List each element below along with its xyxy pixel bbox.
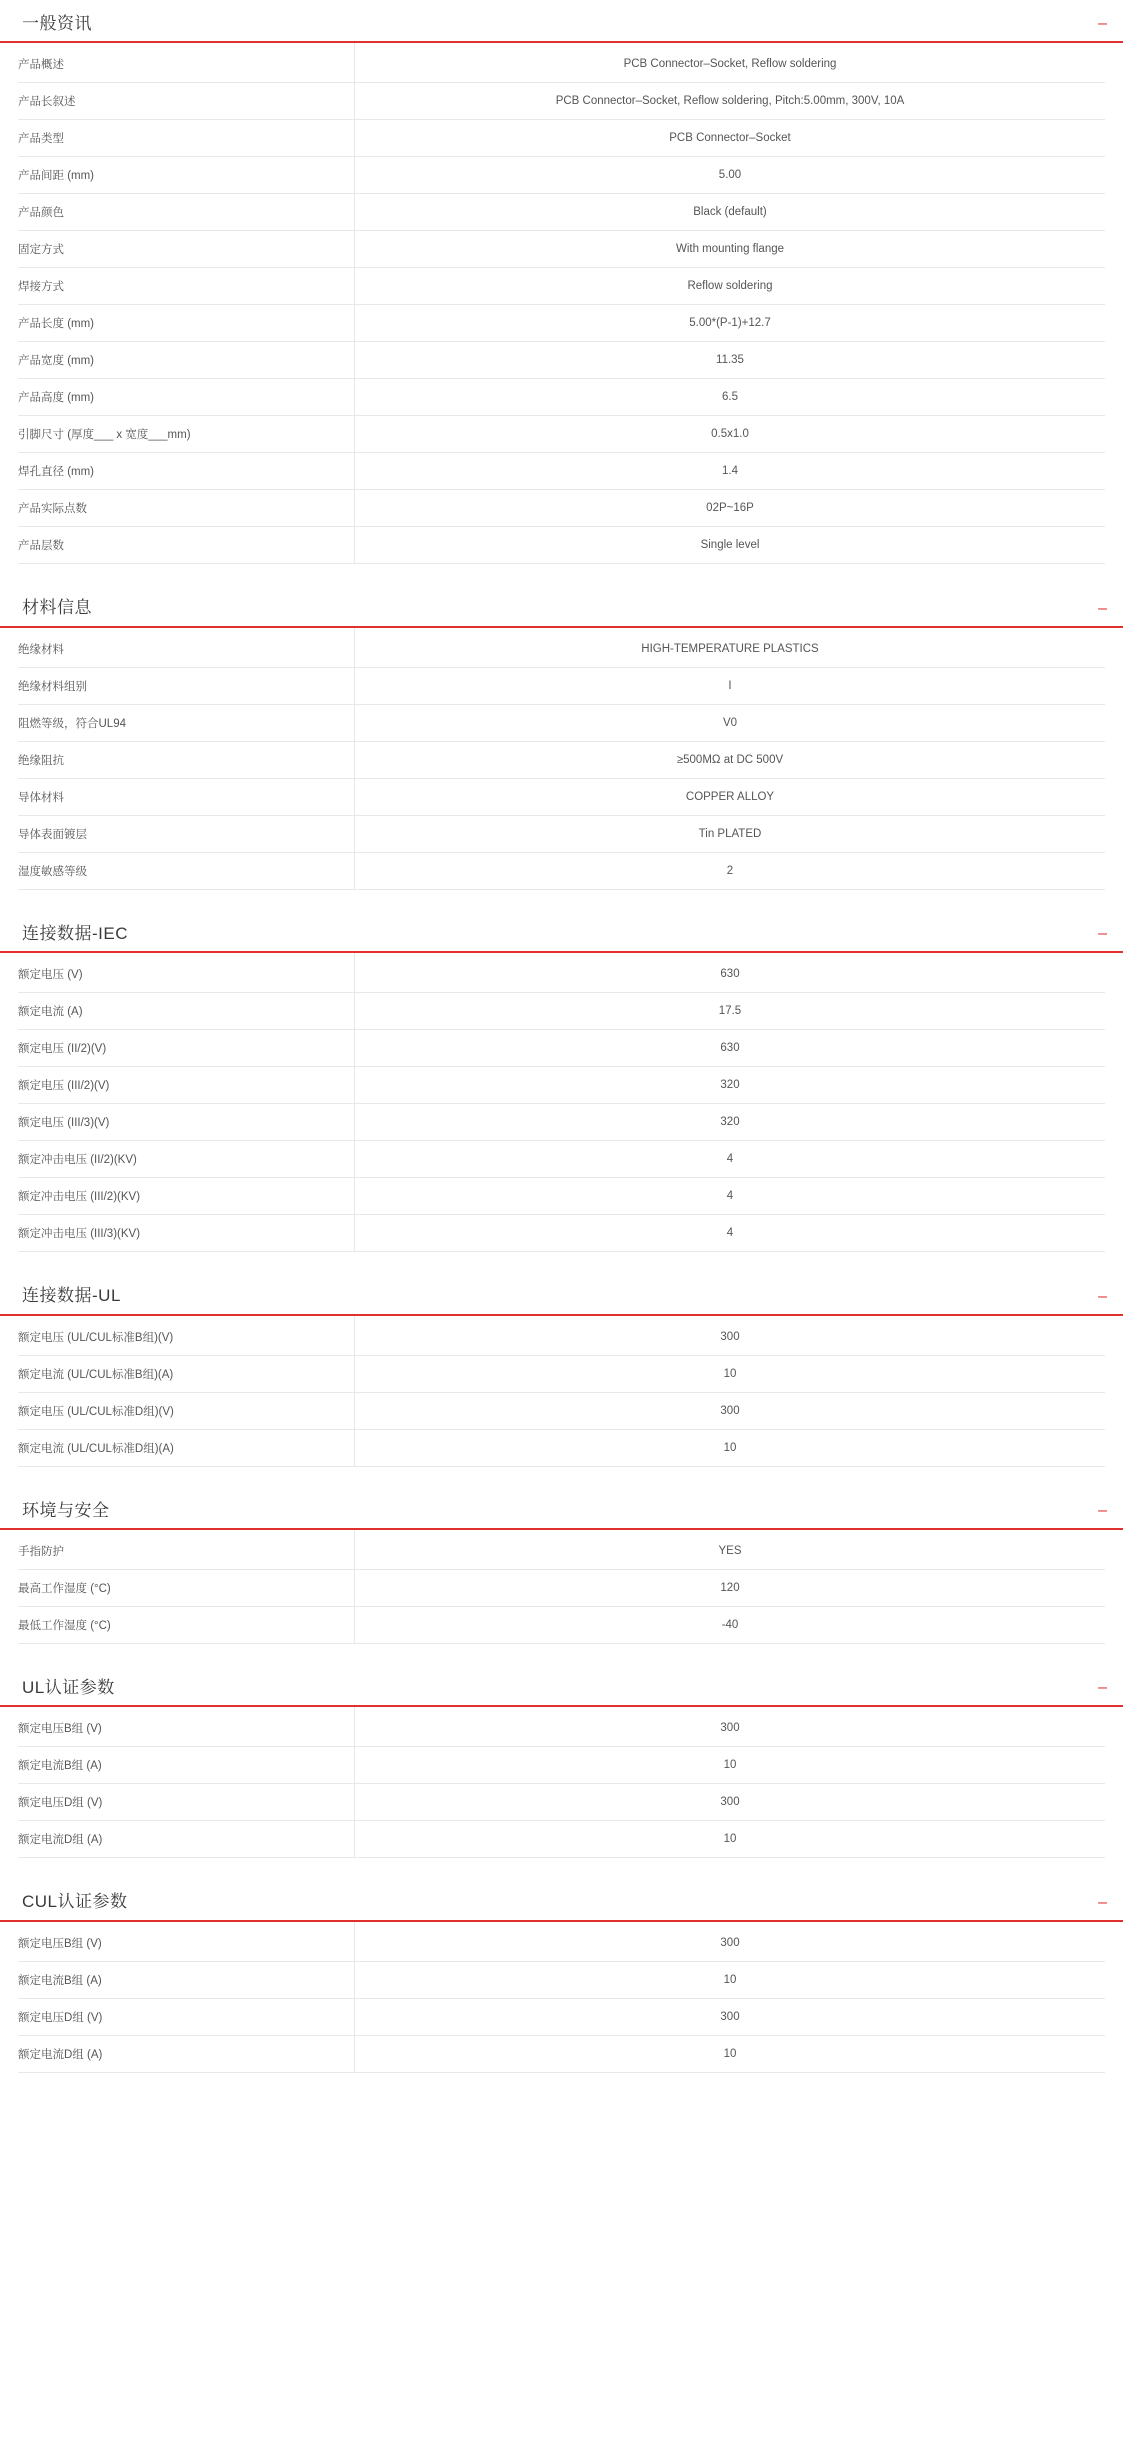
spec-value: 4 <box>726 1227 734 1240</box>
spec-label: 额定冲击电压 (III/3)(KV) <box>18 1215 355 1252</box>
table-row <box>18 1998 1105 2035</box>
spec-value: 630 <box>720 968 740 981</box>
spec-value: Single level <box>700 539 760 552</box>
table-row <box>18 1961 1105 1998</box>
spec-label: 产品宽度 (mm) <box>18 342 355 379</box>
spec-value: Tin PLATED <box>698 827 762 840</box>
spec-label: 手指防护 <box>18 1530 355 1570</box>
spec-label: 额定电压 (II/2)(V) <box>18 1030 355 1067</box>
spec-label: 导体材料 <box>18 778 355 815</box>
spec-table <box>18 1530 1105 1644</box>
spec-value: PCB Connector–Socket, Reflow soldering, Pitch:5.00mm, 300V, 10A <box>555 95 905 108</box>
table-row <box>18 1747 1105 1784</box>
table-row <box>18 667 1105 704</box>
section-title: 连接数据-UL <box>22 1286 121 1306</box>
spec-label: 产品间距 (mm) <box>18 157 355 194</box>
table-row <box>18 1922 1105 1962</box>
table-row <box>18 1606 1105 1643</box>
spec-value: Reflow soldering <box>687 280 773 293</box>
table-row <box>18 1821 1105 1858</box>
spec-label: 产品高度 (mm) <box>18 379 355 416</box>
table-row <box>18 83 1105 120</box>
table-row <box>18 342 1105 379</box>
spec-label: 绝缘材料组别 <box>18 667 355 704</box>
spec-section <box>0 598 1123 889</box>
table-row <box>18 194 1105 231</box>
table-row <box>18 953 1105 993</box>
spec-value: 320 <box>720 1079 740 1092</box>
collapse-minus-icon[interactable]: – <box>1098 1287 1107 1305</box>
table-row <box>18 490 1105 527</box>
spec-label: 焊孔直径 (mm) <box>18 453 355 490</box>
spec-table <box>18 43 1105 564</box>
spec-table <box>18 1316 1105 1467</box>
spec-label: 最低工作湿度 (°C) <box>18 1606 355 1643</box>
section-title: 材料信息 <box>22 598 92 618</box>
spec-value: 10 <box>723 1367 737 1380</box>
spec-section <box>0 1286 1123 1466</box>
section-header[interactable] <box>0 0 1123 43</box>
section-header[interactable] <box>0 598 1123 627</box>
spec-value: 630 <box>720 1042 740 1055</box>
table-row <box>18 1067 1105 1104</box>
table-row <box>18 704 1105 741</box>
spec-value: 120 <box>720 1581 740 1594</box>
section-header[interactable] <box>0 1678 1123 1707</box>
spec-label: 额定电流D组 (A) <box>18 1821 355 1858</box>
spec-value: -40 <box>721 1618 739 1631</box>
spec-label: 阻燃等级，符合UL94 <box>18 704 355 741</box>
spec-label: 导体表面镀层 <box>18 815 355 852</box>
spec-label: 额定电压D组 (V) <box>18 1998 355 2035</box>
table-row <box>18 305 1105 342</box>
spec-value: 4 <box>726 1153 734 1166</box>
spec-label: 引脚尺寸 (厚度___ x 宽度___mm) <box>18 416 355 453</box>
spec-section <box>0 1892 1123 2072</box>
spec-section <box>0 1501 1123 1644</box>
spec-value: I <box>728 679 732 692</box>
collapse-minus-icon[interactable]: – <box>1098 1679 1107 1697</box>
spec-value: 5.00*(P-1)+12.7 <box>689 317 771 330</box>
spec-label: 产品长叙述 <box>18 83 355 120</box>
spec-value: 300 <box>720 1330 740 1343</box>
collapse-minus-icon[interactable]: – <box>1098 1501 1107 1519</box>
spec-label: 额定电流D组 (A) <box>18 2035 355 2072</box>
table-row <box>18 231 1105 268</box>
spec-label: 额定电流B组 (A) <box>18 1747 355 1784</box>
spec-value: With mounting flange <box>675 243 785 256</box>
spec-label: 产品颜色 <box>18 194 355 231</box>
table-row <box>18 1030 1105 1067</box>
table-row <box>18 1429 1105 1466</box>
table-row <box>18 379 1105 416</box>
spec-value: 0.5x1.0 <box>711 428 749 441</box>
spec-value: 6.5 <box>722 391 738 404</box>
spec-value: 2 <box>726 864 734 877</box>
spec-value: Black (default) <box>693 206 767 219</box>
spec-label: 额定冲击电压 (II/2)(KV) <box>18 1141 355 1178</box>
spec-table <box>18 1922 1105 2073</box>
section-title: 环境与安全 <box>22 1500 110 1520</box>
section-header[interactable] <box>0 1892 1123 1921</box>
collapse-minus-icon[interactable]: – <box>1098 1893 1107 1911</box>
table-row <box>18 1530 1105 1570</box>
table-row <box>18 1355 1105 1392</box>
table-row <box>18 1215 1105 1252</box>
collapse-minus-icon[interactable]: – <box>1098 599 1107 617</box>
table-row <box>18 815 1105 852</box>
spec-label: 额定电压 (III/3)(V) <box>18 1104 355 1141</box>
table-row <box>18 993 1105 1030</box>
spec-section <box>0 924 1123 1252</box>
table-row <box>18 527 1105 564</box>
spec-label: 最高工作湿度 (°C) <box>18 1569 355 1606</box>
section-header[interactable] <box>0 1286 1123 1315</box>
spec-value: ≥500MΩ at DC 500V <box>676 753 784 766</box>
spec-label: 绝缘材料 <box>18 628 355 668</box>
spec-value: 300 <box>720 1796 740 1809</box>
spec-value: V0 <box>722 716 738 729</box>
collapse-minus-icon[interactable]: – <box>1098 925 1107 943</box>
table-row <box>18 1141 1105 1178</box>
spec-table <box>18 953 1105 1252</box>
spec-label: 额定电流 (A) <box>18 993 355 1030</box>
spec-value: 300 <box>720 2010 740 2023</box>
spec-label: 产品层数 <box>18 527 355 564</box>
spec-label: 额定电压 (UL/CUL标准D组)(V) <box>18 1392 355 1429</box>
table-row <box>18 43 1105 83</box>
spec-value: 10 <box>723 1441 737 1454</box>
table-row <box>18 120 1105 157</box>
table-row <box>18 741 1105 778</box>
spec-value: 5.00 <box>718 169 742 182</box>
spec-table <box>18 628 1105 890</box>
spec-label: 焊接方式 <box>18 268 355 305</box>
spec-label: 额定电压 (III/2)(V) <box>18 1067 355 1104</box>
table-row <box>18 416 1105 453</box>
spec-value: 10 <box>723 2047 737 2060</box>
spec-label: 额定电流 (UL/CUL标准B组)(A) <box>18 1355 355 1392</box>
collapse-minus-icon[interactable]: – <box>1098 15 1107 33</box>
table-row <box>18 628 1105 668</box>
spec-label: 湿度敏感等级 <box>18 852 355 889</box>
spec-label: 固定方式 <box>18 231 355 268</box>
spec-value: 300 <box>720 1404 740 1417</box>
table-row <box>18 1569 1105 1606</box>
section-title: 一般资讯 <box>22 14 92 33</box>
table-row <box>18 268 1105 305</box>
spec-value: HIGH-TEMPERATURE PLASTICS <box>641 642 819 655</box>
spec-label: 额定电压B组 (V) <box>18 1707 355 1747</box>
spec-label: 产品概述 <box>18 43 355 83</box>
section-title: UL认证参数 <box>22 1677 115 1697</box>
section-title: CUL认证参数 <box>22 1892 128 1912</box>
spec-value: 11.35 <box>716 354 744 367</box>
spec-label: 额定电压D组 (V) <box>18 1784 355 1821</box>
spec-value: 17.5 <box>718 1005 742 1018</box>
spec-value: COPPER ALLOY <box>685 790 775 803</box>
table-row <box>18 157 1105 194</box>
spec-section <box>0 1678 1123 1858</box>
spec-label: 绝缘阻抗 <box>18 741 355 778</box>
spec-section <box>0 0 1123 564</box>
spec-label: 产品实际点数 <box>18 490 355 527</box>
spec-label: 额定电流 (UL/CUL标准D组)(A) <box>18 1429 355 1466</box>
spec-value: 10 <box>723 1973 737 1986</box>
spec-value: 300 <box>720 1722 740 1735</box>
section-header[interactable] <box>0 924 1123 953</box>
table-row <box>18 1104 1105 1141</box>
spec-label: 额定电压 (V) <box>18 953 355 993</box>
table-row <box>18 852 1105 889</box>
spec-value: YES <box>718 1544 742 1557</box>
section-title: 连接数据-IEC <box>22 923 128 943</box>
spec-label: 额定电流B组 (A) <box>18 1961 355 1998</box>
spec-value: 320 <box>720 1116 740 1129</box>
spec-value: 10 <box>723 1759 737 1772</box>
spec-label: 产品类型 <box>18 120 355 157</box>
table-row <box>18 1316 1105 1356</box>
spec-value: 02P~16P <box>706 502 754 515</box>
table-row <box>18 1784 1105 1821</box>
table-row <box>18 1178 1105 1215</box>
spec-label: 产品长度 (mm) <box>18 305 355 342</box>
table-row <box>18 1392 1105 1429</box>
table-row <box>18 2035 1105 2072</box>
section-header[interactable] <box>0 1501 1123 1530</box>
spec-value: 300 <box>720 1936 740 1949</box>
spec-label: 额定电压B组 (V) <box>18 1922 355 1962</box>
spec-value: PCB Connector–Socket <box>669 132 791 145</box>
spec-value: 10 <box>723 1833 737 1846</box>
spec-label: 额定电压 (UL/CUL标准B组)(V) <box>18 1316 355 1356</box>
table-row <box>18 1707 1105 1747</box>
spec-value: 1.4 <box>722 465 738 478</box>
spec-value: PCB Connector–Socket, Reflow soldering <box>623 58 837 71</box>
spec-label: 额定冲击电压 (III/2)(KV) <box>18 1178 355 1215</box>
spec-value: 4 <box>726 1190 734 1203</box>
spec-table <box>18 1707 1105 1858</box>
table-row <box>18 778 1105 815</box>
table-row <box>18 453 1105 490</box>
